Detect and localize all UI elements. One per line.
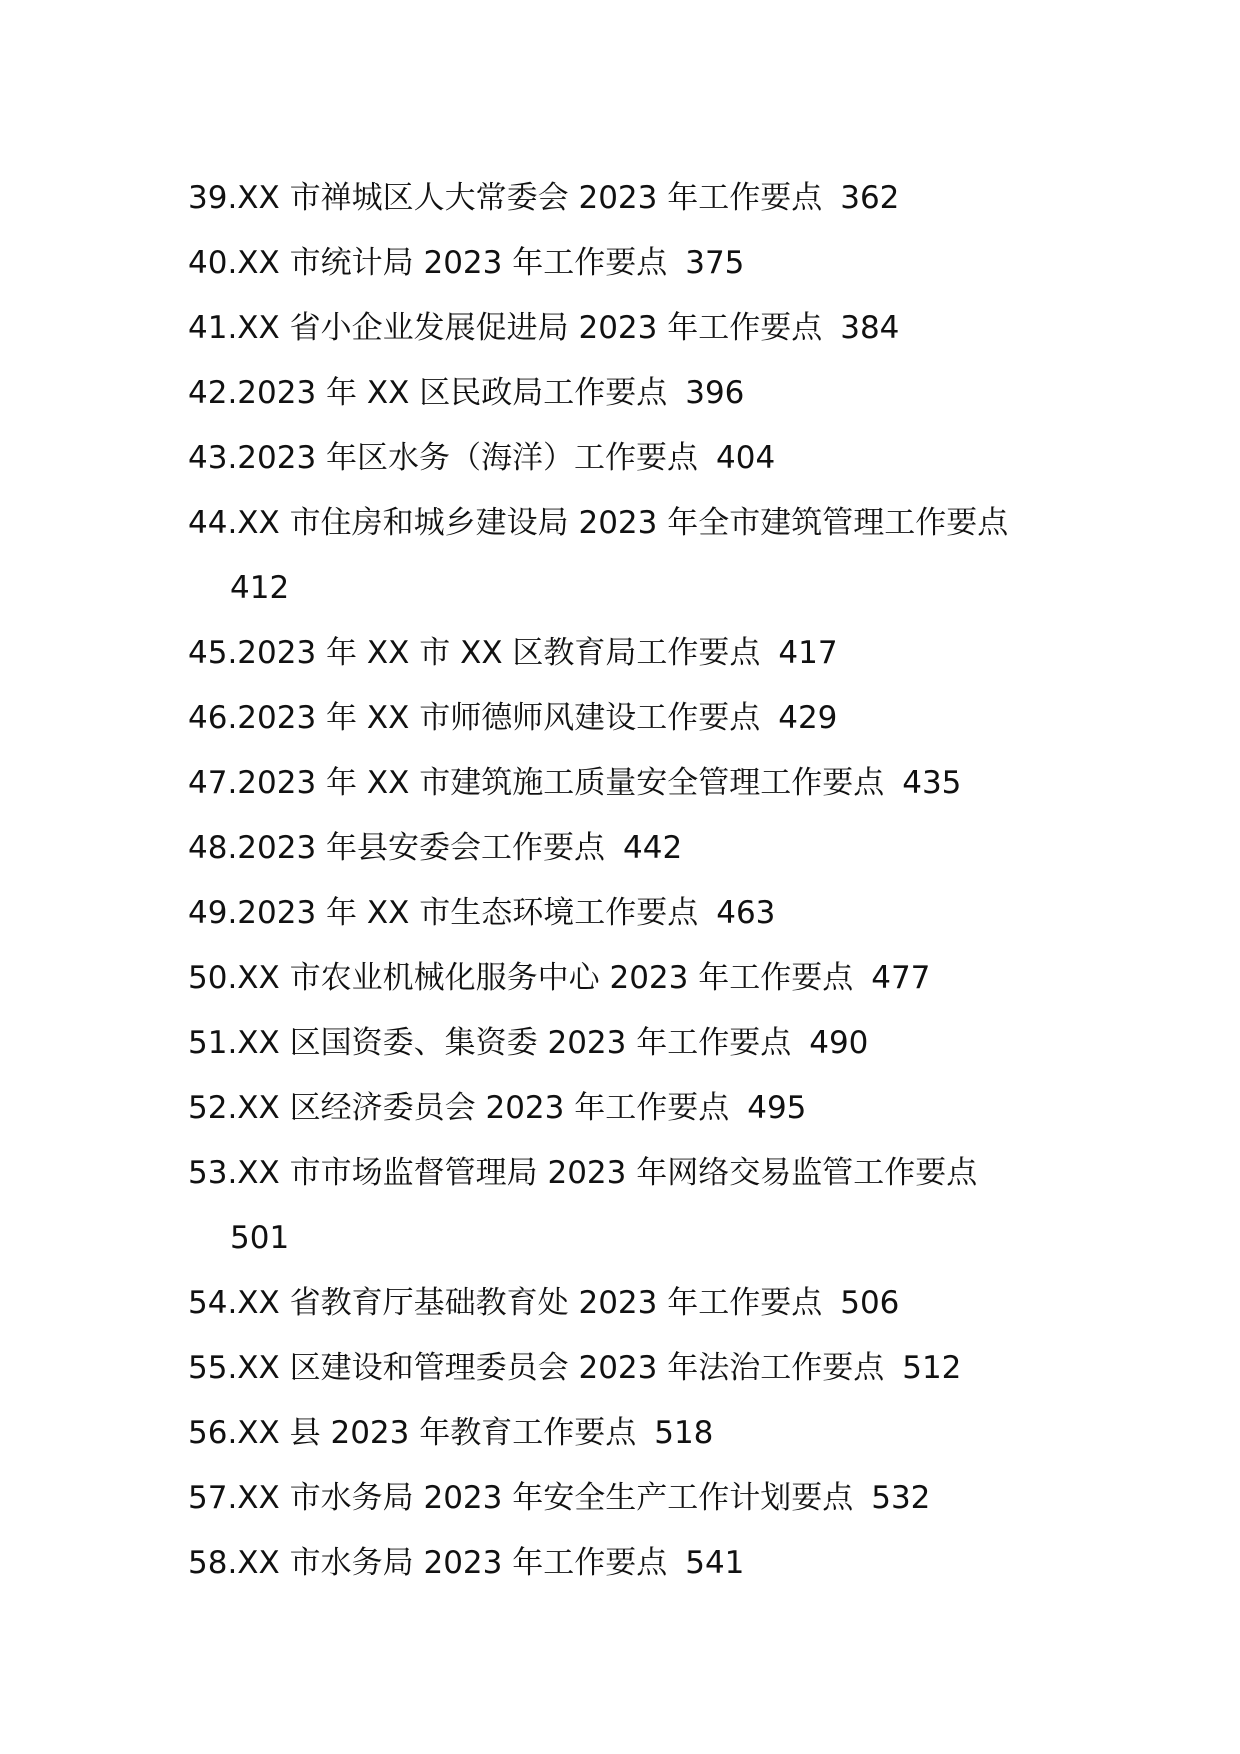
toc-entry-title: 51.XX 区国资委、集资委 2023 年工作要点 xyxy=(188,1025,792,1061)
toc-entry xyxy=(188,296,1068,361)
toc-entry-title: 40.XX 市统计局 2023 年工作要点 xyxy=(188,245,668,281)
toc-entry xyxy=(188,1466,1068,1531)
toc-entry xyxy=(188,816,1068,881)
toc-entry-title: 54.XX 省教育厅基础教育处 2023 年工作要点 xyxy=(188,1285,823,1321)
toc-entry-title: 52.XX 区经济委员会 2023 年工作要点 xyxy=(188,1090,730,1126)
toc-entry-title: 48.2023 年县安委会工作要点 xyxy=(188,830,606,866)
toc-entry-page-number: 532 xyxy=(871,1480,931,1516)
toc-entry xyxy=(188,1271,1068,1336)
toc-entry-page-number: 512 xyxy=(902,1350,962,1386)
toc-entry-page-number: 477 xyxy=(871,960,931,996)
toc-entry xyxy=(188,1401,1068,1466)
toc-entry-page-number: 501 xyxy=(230,1220,290,1256)
toc-entry-page-number: 435 xyxy=(902,765,962,801)
toc-entry-title: 45.2023 年 XX 市 XX 区教育局工作要点 xyxy=(188,635,761,671)
toc-entry-title: 55.XX 区建设和管理委员会 2023 年法治工作要点 xyxy=(188,1350,885,1386)
toc-entry-page-number: 490 xyxy=(809,1025,869,1061)
toc-entry-title: 46.2023 年 XX 市师德师风建设工作要点 xyxy=(188,700,761,736)
toc-entry-title: 56.XX 县 2023 年教育工作要点 xyxy=(188,1415,637,1451)
toc-entry-page-number: 362 xyxy=(840,180,900,216)
toc-entry-title: 41.XX 省小企业发展促进局 2023 年工作要点 xyxy=(188,310,823,346)
toc-entry xyxy=(188,361,1068,426)
toc-entry-page-number: 495 xyxy=(747,1090,807,1126)
toc-entry xyxy=(188,946,1068,1011)
toc-entry xyxy=(188,231,1068,296)
toc-entry-page-number: 541 xyxy=(685,1545,745,1581)
toc-entry xyxy=(188,1141,1068,1271)
toc-entry-title: 58.XX 市水务局 2023 年工作要点 xyxy=(188,1545,668,1581)
toc-entry-title: 43.2023 年区水务（海洋）工作要点 xyxy=(188,440,699,476)
toc-entry xyxy=(188,426,1068,491)
toc-entry xyxy=(188,621,1068,686)
toc-entry-title: 53.XX 市市场监督管理局 2023 年网络交易监管工作要点 xyxy=(188,1155,978,1191)
toc-entry-title: 39.XX 市禅城区人大常委会 2023 年工作要点 xyxy=(188,180,823,216)
toc-entry-page-number: 412 xyxy=(230,570,290,606)
toc-entry-page-number: 442 xyxy=(623,830,683,866)
toc-entry xyxy=(188,686,1068,751)
toc-entry-title: 47.2023 年 XX 市建筑施工质量安全管理工作要点 xyxy=(188,765,885,801)
table-of-contents xyxy=(188,166,1068,1596)
toc-entry xyxy=(188,1531,1068,1596)
toc-entry xyxy=(188,166,1068,231)
toc-entry xyxy=(188,751,1068,816)
toc-entry-page-number: 375 xyxy=(685,245,745,281)
toc-entry xyxy=(188,881,1068,946)
toc-entry-page-number: 417 xyxy=(778,635,838,671)
toc-entry xyxy=(188,491,1068,621)
toc-entry-page-number: 384 xyxy=(840,310,900,346)
toc-entry-page-number: 463 xyxy=(716,895,776,931)
toc-entry-title: 49.2023 年 XX 市生态环境工作要点 xyxy=(188,895,699,931)
toc-entry xyxy=(188,1011,1068,1076)
toc-entry xyxy=(188,1076,1068,1141)
toc-entry-title: 57.XX 市水务局 2023 年安全生产工作计划要点 xyxy=(188,1480,854,1516)
toc-entry-page-number: 404 xyxy=(716,440,776,476)
toc-entry xyxy=(188,1336,1068,1401)
toc-entry-page-number: 429 xyxy=(778,700,838,736)
toc-entry-page-number: 518 xyxy=(654,1415,714,1451)
toc-entry-page-number: 506 xyxy=(840,1285,900,1321)
toc-entry-title: 44.XX 市住房和城乡建设局 2023 年全市建筑管理工作要点 xyxy=(188,505,1009,541)
toc-entry-title: 42.2023 年 XX 区民政局工作要点 xyxy=(188,375,668,411)
toc-entry-title: 50.XX 市农业机械化服务中心 2023 年工作要点 xyxy=(188,960,854,996)
toc-entry-page-number: 396 xyxy=(685,375,745,411)
